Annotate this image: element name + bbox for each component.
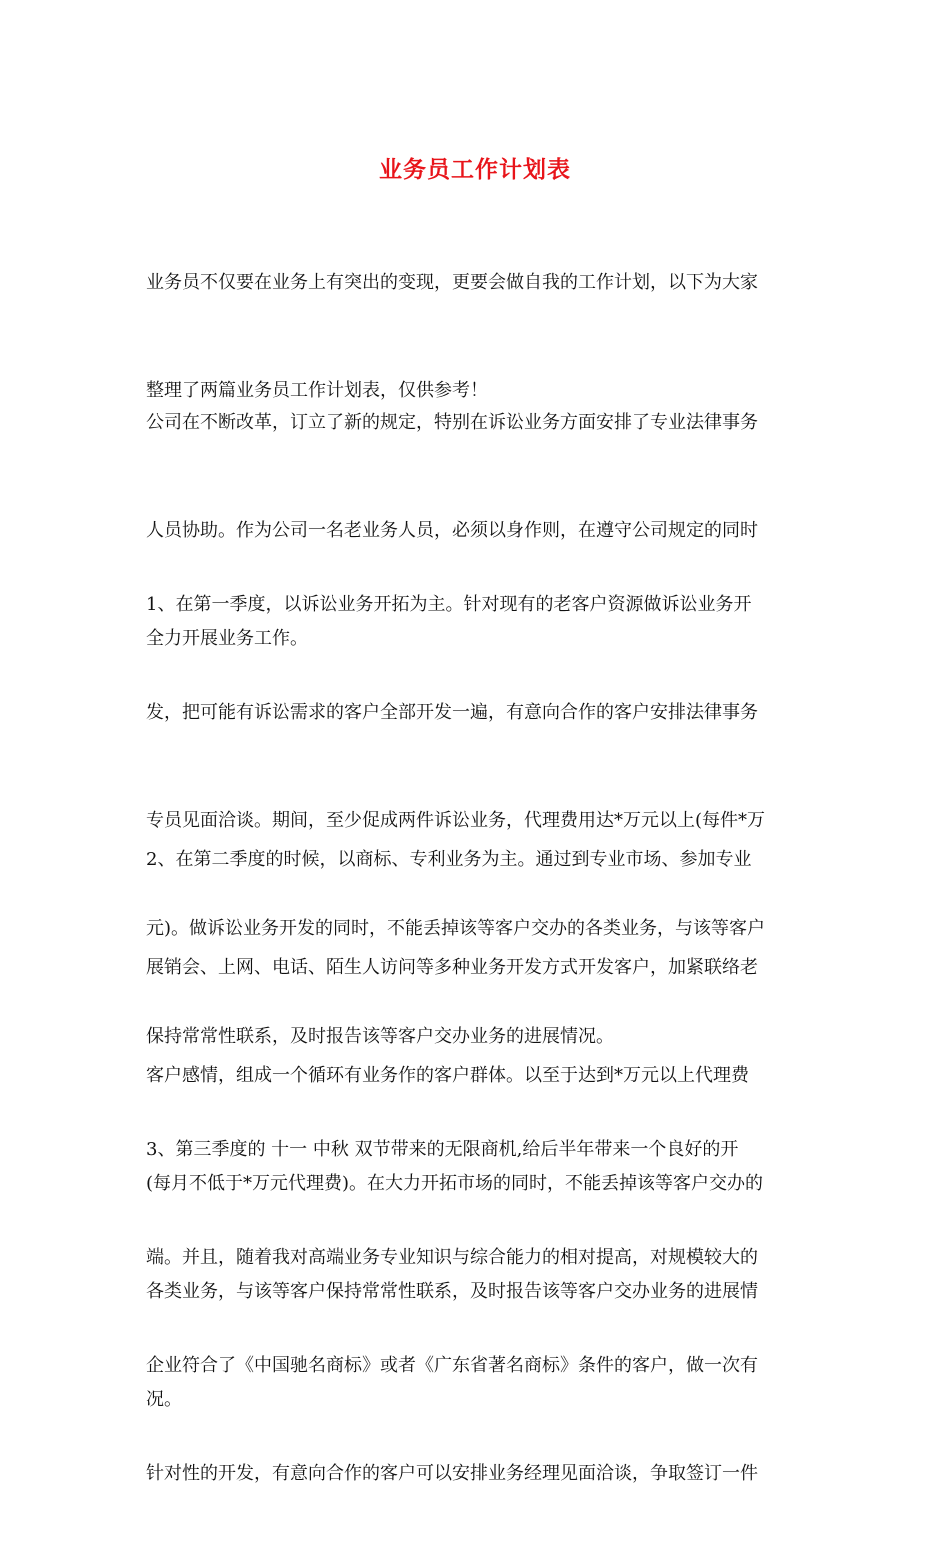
text-line: 元)。做诉讼业务开发的同时，不能丢掉该等客户交办的各类业务，与该等客户 [146,918,766,939]
text-line: 业务员不仅要在业务上有突出的变现，更要会做自我的工作计划，以下为大家 [146,272,758,293]
text-line: 企业符合了《中国驰名商标》或者《广东省著名商标》条件的客户，做一次有 [146,1355,758,1376]
text-line: 况。 [146,1389,182,1410]
text-line: 整理了两篇业务员工作计划表，仅供参考！ [146,380,488,401]
text-line: 端。并且，随着我对高端业务专业知识与综合能力的相对提高，对规模较大的 [146,1247,758,1268]
text-line: 保持常常性联系，及时报告该等客户交办业务的进展情况。 [146,1026,614,1047]
text-line: 1、在第一季度，以诉讼业务开拓为主。针对现有的老客户资源做诉讼业务开 [146,594,752,615]
text-line: 各类业务，与该等客户保持常常性联系，及时报告该等客户交办业务的进展情 [146,1281,758,1302]
text-line: 人员协助。作为公司一名老业务人员，必须以身作则，在遵守公司规定的同时 [146,520,758,541]
text-line: 3、第三季度的 十一 中秋 双节带来的无限商机,给后半年带来一个良好的开 [146,1139,739,1160]
text-line: 客户感情，组成一个循环有业务作的客户群体。以至于达到*万元以上代理费 [146,1065,749,1086]
document-title: 业务员工作计划表 [379,156,571,183]
text-line: 展销会、上网、电话、陌生人访问等多种业务开发方式开发客户，加紧联络老 [146,957,758,978]
text-line: 公司在不断改革，订立了新的规定，特别在诉讼业务方面安排了专业法律事务 [146,412,758,433]
text-line: 发，把可能有诉讼需求的客户全部开发一遍，有意向合作的客户安排法律事务 [146,702,758,723]
text-line: (每月不低于*万元代理费)。在大力开拓市场的同时，不能丢掉该等客户交办的 [146,1173,764,1194]
text-line: 专员见面洽谈。期间，至少促成两件诉讼业务，代理费用达*万元以上(每件*万 [146,810,766,831]
paragraph-third-quarter [146,1060,811,1564]
text-line: 针对性的开发，有意向合作的客户可以安排业务经理见面洽谈，争取签订一件 [146,1463,758,1484]
text-line: 2、在第二季度的时候，以商标、专利业务为主。通过到专业市场、参加专业 [146,849,752,870]
text-line: 全力开展业务工作。 [146,628,308,649]
